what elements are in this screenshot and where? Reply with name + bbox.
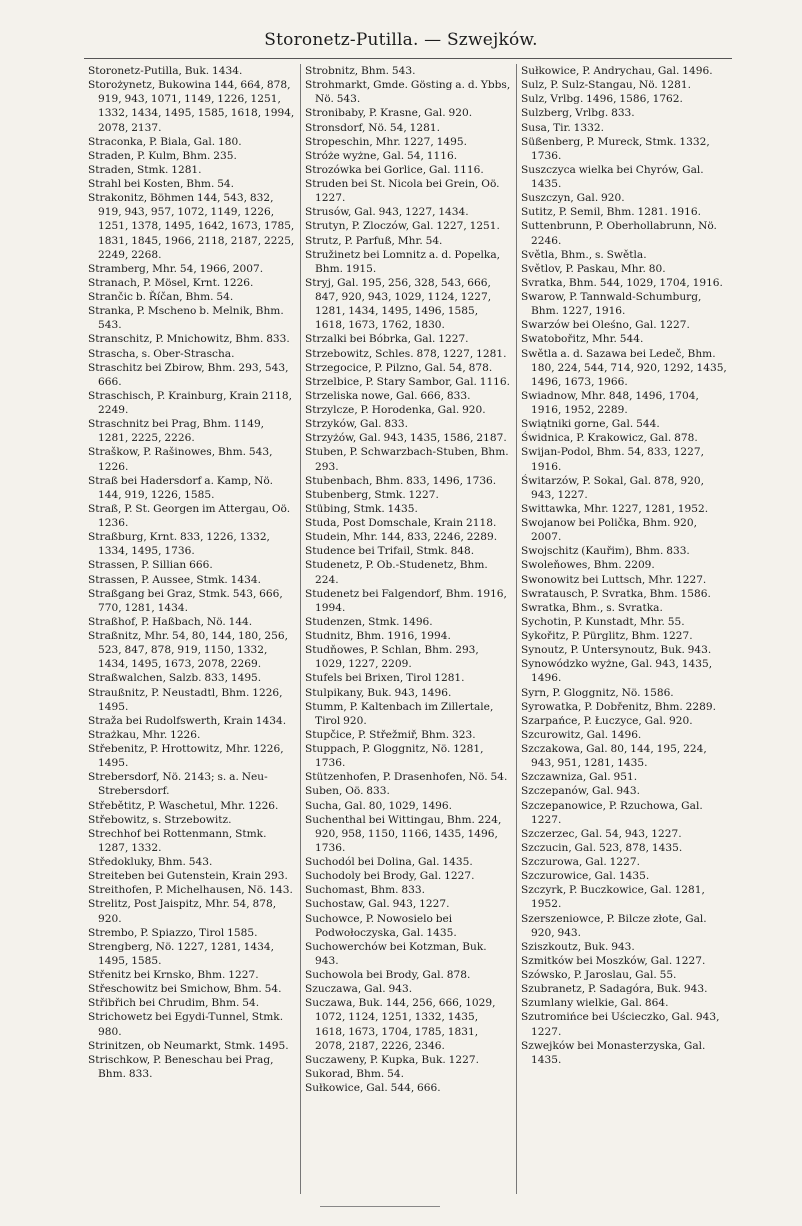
index-entry: Swratka, Bhm., s. Svratka. bbox=[521, 601, 663, 614]
index-entry: Strobnitz, Bhm. 543. bbox=[305, 65, 416, 77]
index-entry: Susa, Tir. 1332. bbox=[521, 121, 604, 134]
index-entry: Syrn, P. Gloggnitz, Nö. 1586. bbox=[521, 686, 674, 699]
index-entry: Střebenitz, P. Hrottowitz, Mhr. 1226, 1495. bbox=[88, 743, 284, 770]
index-entry: Stulpikany, Buk. 943, 1496. bbox=[305, 686, 452, 699]
index-entry: Straža bei Rudolfswerth, Krain 1434. bbox=[88, 714, 287, 727]
index-entry: Świtarzów, P. Sokal, Gal. 878, 920, 943, 1227. bbox=[521, 474, 705, 501]
index-entry: Szówsko, P. Jaroslau, Gal. 55. bbox=[521, 969, 677, 981]
index-entry: Strutyn, P. Zloczów, Gal. 1227, 1251. bbox=[305, 220, 500, 233]
index-entry: Straßhof, P. Haßbach, Nö. 144. bbox=[88, 615, 253, 628]
index-entry: Suchenthal bei Wittingau, Bhm. 224, 920, 958, 1150, 1166, 1435, 1496, 1736. bbox=[305, 813, 502, 854]
index-entry: Sucha, Gal. 80, 1029, 1496. bbox=[305, 799, 453, 812]
index-entry: Strzyków, Gal. 833. bbox=[305, 418, 408, 431]
index-entry: Szczyrk, P. Buczkowice, Gal. 1281, 1952. bbox=[521, 884, 705, 911]
index-entry: Stryj, Gal. 195, 256, 328, 543, 666, 847, 920, 943, 1029, 1124, 1227, 1281, 1434, 1495, 1496, 1585, 1618, 1673, 1762, 1830. bbox=[305, 276, 492, 332]
index-entry: Strascha, s. Ober-Strascha. bbox=[88, 347, 235, 360]
page-title: Storonetz-Putilla. — Szwejków. bbox=[264, 30, 538, 50]
index-entry: Stružinetz bei Lomnitz a. d. Popelka, Bhm. 1915. bbox=[305, 248, 501, 275]
index-entry: Storożynetz, Bukowina 144, 664, 878, 919, 943, 1071, 1149, 1226, 1251, 1332, 1434, 1495, 1585, 1618, 1994, 2078, 2137. bbox=[88, 79, 295, 134]
index-entry: Suczaweny, P. Kupka, Buk. 1227. bbox=[305, 1053, 479, 1066]
index-entry: Sziszkoutz, Buk. 943. bbox=[521, 940, 635, 953]
footer-rule bbox=[320, 1206, 440, 1207]
index-entry: Szerszeniowce, P. Bilcze złote, Gal. 920, 943. bbox=[521, 912, 707, 939]
index-entry: Střebětitz, P. Waschetul, Mhr. 1226. bbox=[88, 799, 279, 812]
index-entry: Stróże wyżne, Gal. 54, 1116. bbox=[305, 149, 458, 162]
index-entry: Světlov, P. Paskau, Mhr. 80. bbox=[521, 262, 666, 275]
index-entry: Studenetz bei Falgendorf, Bhm. 1916, 1994. bbox=[305, 587, 507, 614]
index-entry: Swatobořitz, Mhr. 544. bbox=[521, 333, 644, 346]
index-entry: Strzegocice, P. Pilzno, Gal. 54, 878. bbox=[305, 361, 493, 374]
index-entry: Středokluky, Bhm. 543. bbox=[88, 856, 213, 868]
index-entry: Szczawniza, Gal. 951. bbox=[521, 771, 638, 784]
index-entry: Suchowerchów bei Kotzman, Buk. 943. bbox=[305, 940, 487, 967]
index-entry: Syrowatka, P. Dobřenitz, Bhm. 2289. bbox=[521, 700, 716, 713]
index-entry: Strinitzen, ob Neumarkt, Stmk. 1495. bbox=[88, 1039, 289, 1052]
index-entry: Szczepanowice, P. Rzuchowa, Gal. 1227. bbox=[521, 799, 703, 826]
index-entry: Swarzów bei Oleśno, Gal. 1227. bbox=[521, 319, 690, 332]
index-entry: Sulz, P. Sulz-Stangau, Nö. 1281. bbox=[521, 79, 691, 92]
index-entry: Stufels bei Brixen, Tirol 1281. bbox=[305, 672, 465, 685]
index-entry: Swittawka, Mhr. 1227, 1281, 1952. bbox=[521, 502, 709, 515]
index-entry: Süßenberg, P. Mureck, Stmk. 1332, 1736. bbox=[521, 135, 710, 162]
index-entry: Sykořitz, P. Pürglitz, Bhm. 1227. bbox=[521, 630, 693, 642]
index-entry: Strzelbice, P. Stary Sambor, Gal. 1116. bbox=[305, 375, 511, 388]
index-entry: Szczerzec, Gal. 54, 943, 1227. bbox=[521, 827, 682, 840]
index-entry: Synoutz, P. Untersynoutz, Buk. 943. bbox=[521, 644, 712, 657]
index-entry: Stropeschin, Mhr. 1227, 1495. bbox=[305, 135, 467, 148]
index-entry: Střenitz bei Krnsko, Bhm. 1227. bbox=[88, 969, 259, 981]
column-right bbox=[516, 64, 732, 1194]
column-middle bbox=[300, 64, 516, 1194]
index-entry: Stubenberg, Stmk. 1227. bbox=[305, 488, 439, 501]
index-entry: Straß bei Hadersdorf a. Kamp, Nö. 144, 919, 1226, 1585. bbox=[88, 474, 273, 501]
index-entry: Suben, Oö. 833. bbox=[305, 785, 390, 798]
index-entry: Szuczawa, Gal. 943. bbox=[305, 983, 413, 996]
index-entry: Strahl bei Kosten, Bhm. 54. bbox=[88, 178, 235, 190]
column-left bbox=[84, 64, 300, 1194]
index-entry: Studnitz, Bhm. 1916, 1994. bbox=[305, 630, 451, 642]
index-entry: Stübing, Stmk. 1435. bbox=[305, 502, 418, 515]
index-entry: Sułkowice, P. Andrychau, Gal. 1496. bbox=[521, 65, 713, 77]
index-entry: Strengberg, Nö. 1227, 1281, 1434, 1495, 1585. bbox=[88, 940, 274, 967]
index-entry: Straßburg, Krnt. 833, 1226, 1332, 1334, 1495, 1736. bbox=[88, 531, 270, 558]
index-entry: Strohmarkt, Gmde. Gösting a. d. Ybbs, Nö. 543. bbox=[305, 79, 511, 106]
index-entry: Szarpańce, P. Łuczyce, Gal. 920. bbox=[521, 714, 693, 727]
index-entry: Strzylcze, P. Horodenka, Gal. 920. bbox=[305, 404, 486, 416]
index-entry: Stützenhofen, P. Drasenhofen, Nö. 54. bbox=[305, 771, 508, 784]
index-entry: Suczawa, Buk. 144, 256, 666, 1029, 1072, 1124, 1251, 1332, 1435, 1618, 1673, 1704, 1785, 1831, 2078, 2187, 2226, 2346. bbox=[305, 997, 496, 1052]
index-entry: Suchodól bei Dolina, Gal. 1435. bbox=[305, 856, 473, 868]
index-entry: Stubenbach, Bhm. 833, 1496, 1736. bbox=[305, 474, 497, 487]
index-entry: Suchowce, P. Nowosielo bei Podwołoczyska, Gal. 1435. bbox=[305, 912, 457, 939]
index-entry: Swoleňowes, Bhm. 2209. bbox=[521, 559, 655, 572]
index-entry: Střeschowitz bei Smichow, Bhm. 54. bbox=[88, 983, 282, 996]
index-entry: Szmitków bei Moszków, Gal. 1227. bbox=[521, 954, 706, 967]
index-entry: Sutitz, P. Semil, Bhm. 1281. 1916. bbox=[521, 206, 702, 219]
index-entry: Szumlany wielkie, Gal. 864. bbox=[521, 997, 669, 1010]
index-entry: Studňowes, P. Schlan, Bhm. 293, 1029, 1227, 2209. bbox=[305, 644, 479, 671]
index-entry: Strakonitz, Böhmen 144, 543, 832, 919, 943, 957, 1072, 1149, 1226, 1251, 1378, 1495, 1642, 1673, 1785, 1831, 1845, 1966, 2118, 2187, 2225, 2249, 2268. bbox=[88, 192, 295, 261]
index-entry: Straden, P. Kulm, Bhm. 235. bbox=[88, 149, 237, 162]
index-entry: Stuppach, P. Gloggnitz, Nö. 1281, 1736. bbox=[305, 743, 484, 770]
index-entry: Swijan-Podol, Bhm. 54, 833, 1227, 1916. bbox=[521, 446, 704, 473]
index-entry: Szutromińce bei Uścieczko, Gal. 943, 1227. bbox=[521, 1011, 720, 1038]
index-entry: Studence bei Trifail, Stmk. 848. bbox=[305, 545, 475, 558]
index-entry: Strutz, P. Parfuß, Mhr. 54. bbox=[305, 234, 443, 247]
index-entry: Swětla a. d. Sazawa bei Ledeč, Bhm. 180, 224, 544, 714, 920, 1292, 1435, 1496, 1673, 1966. bbox=[521, 347, 727, 388]
index-entry: Strozówka bei Gorlice, Gal. 1116. bbox=[305, 163, 484, 176]
index-entry: Strebersdorf, Nö. 2143; s. a. Neu-Strebersdorf. bbox=[88, 771, 268, 798]
index-entry: Szczakowa, Gal. 80, 144, 195, 224, 943, 951, 1281, 1435. bbox=[521, 743, 707, 770]
index-entry: Strischkow, P. Beneschau bei Prag, Bhm. 833. bbox=[88, 1053, 274, 1080]
index-entry: Struden bei St. Nicola bei Grein, Oö. 1227. bbox=[305, 178, 500, 205]
index-entry: Strzyżów, Gal. 943, 1435, 1586, 2187. bbox=[305, 432, 507, 445]
index-entry: Stronsdorf, Nö. 54, 1281. bbox=[305, 121, 440, 134]
index-entry: Szubranetz, P. Sadagóra, Buk. 943. bbox=[521, 983, 708, 996]
index-entry: Světla, Bhm., s. Swětla. bbox=[521, 248, 647, 261]
index-entry: Studenzen, Stmk. 1496. bbox=[305, 615, 433, 628]
header-rule bbox=[84, 58, 732, 59]
index-entry: Strażkau, Mhr. 1226. bbox=[88, 728, 201, 741]
index-entry: Swiadnow, Mhr. 848, 1496, 1704, 1916, 1952, 2289. bbox=[521, 389, 699, 416]
index-entry: Straschnitz bei Prag, Bhm. 1149, 1281, 2225, 2226. bbox=[88, 418, 265, 445]
index-entry: Straß, P. St. Georgen im Attergau, Oö. 1236. bbox=[88, 502, 291, 529]
index-entry: Suchomast, Bhm. 833. bbox=[305, 884, 425, 897]
index-entry: Swarow, P. Tannwald-Schumburg, Bhm. 1227, 1916. bbox=[521, 291, 702, 318]
index-entry: Suchostaw, Gal. 943, 1227. bbox=[305, 898, 450, 911]
index-entry: Streithofen, P. Michelhausen, Nö. 143. bbox=[88, 884, 293, 897]
index-entry: Straßwalchen, Salzb. 833, 1495. bbox=[88, 672, 262, 685]
index-entry: Strusów, Gal. 943, 1227, 1434. bbox=[305, 206, 469, 219]
index-entry: Szczepanów, Gal. 943. bbox=[521, 785, 640, 798]
index-entry: Swojanow bei Polička, Bhm. 920, 2007. bbox=[521, 517, 697, 544]
index-entry: Szczurowice, Gal. 1435. bbox=[521, 870, 650, 883]
index-entry: Sychotin, P. Kunstadt, Mhr. 55. bbox=[521, 615, 685, 628]
index-entry: Straßnitz, Mhr. 54, 80, 144, 180, 256, 523, 847, 878, 919, 1150, 1332, 1434, 1495, 1673, 2078, 2269. bbox=[88, 630, 288, 671]
index-entry: Strelitz, Post Jaispitz, Mhr. 54, 878, 920. bbox=[88, 898, 277, 925]
index-entry: Sukorad, Bhm. 54. bbox=[305, 1067, 405, 1080]
index-entry: Sulz, Vrlbg. 1496, 1586, 1762. bbox=[521, 93, 683, 106]
index-entry: Stuben, P. Schwarzbach-Stuben, Bhm. 293. bbox=[305, 446, 509, 473]
index-entry: Strzalki bei Bóbrka, Gal. 1227. bbox=[305, 333, 469, 346]
index-entry: Streiteben bei Gutenstein, Krain 293. bbox=[88, 870, 288, 883]
index-entry: Stupčice, P. Střežmiř, Bhm. 323. bbox=[305, 728, 476, 741]
index-entry: Stramberg, Mhr. 54, 1966, 2007. bbox=[88, 262, 264, 275]
index-entry: Stranschitz, P. Mnichowitz, Bhm. 833. bbox=[88, 333, 290, 346]
index-entry: Sułkowice, Gal. 544, 666. bbox=[305, 1082, 441, 1094]
index-entry: Szczucin, Gal. 523, 878, 1435. bbox=[521, 841, 683, 854]
index-entry: Suszczyn, Gal. 920. bbox=[521, 192, 625, 205]
index-entry: Střebowitz, s. Strzebowitz. bbox=[88, 813, 232, 826]
index-entry: Střibřich bei Chrudim, Bhm. 54. bbox=[88, 997, 260, 1010]
index-entry: Szczurowa, Gal. 1227. bbox=[521, 856, 640, 868]
index-entry: Straškow, P. Rašinowes, Bhm. 543, 1226. bbox=[88, 446, 273, 473]
index-entry: Stranka, P. Mscheno b. Melnik, Bhm. 543. bbox=[88, 305, 284, 332]
index-entry: Strichowetz bei Egydi-Tunnel, Stmk. 980. bbox=[88, 1011, 284, 1038]
index-entry: Strembo, P. Spiazzo, Tirol 1585. bbox=[88, 926, 258, 939]
index-entry: Studein, Mhr. 144, 833, 2246, 2289. bbox=[305, 531, 498, 544]
index-entry: Strančic b. Říčan, Bhm. 54. bbox=[88, 291, 234, 303]
index-entry: Synowódzko wyżne, Gal. 943, 1435, 1496. bbox=[521, 658, 713, 685]
index-entry: Svratka, Bhm. 544, 1029, 1704, 1916. bbox=[521, 276, 723, 289]
index-entry: Suttenbrunn, P. Oberhollabrunn, Nö. 2246. bbox=[521, 220, 717, 247]
index-entry: Straschisch, P. Krainburg, Krain 2118, 2249. bbox=[88, 389, 293, 416]
index-entry: Swiątniki gorne, Gal. 544. bbox=[521, 418, 660, 431]
index-entry: Suchowola bei Brody, Gal. 878. bbox=[305, 969, 471, 981]
index-entry: Straschitz bei Zbirow, Bhm. 293, 543, 666. bbox=[88, 361, 289, 388]
index-entry: Strzebowitz, Schles. 878, 1227, 1281. bbox=[305, 347, 507, 360]
index-entry: Straußnitz, P. Neustadtl, Bhm. 1226, 1495. bbox=[88, 686, 283, 713]
index-entry: Storonetz-Putilla, Buk. 1434. bbox=[88, 65, 243, 77]
index-entry: Stranach, P. Mösel, Krnt. 1226. bbox=[88, 276, 254, 289]
index-entry: Swojschitz (Kauřim), Bhm. 833. bbox=[521, 545, 690, 558]
index-entry: Strechhof bei Rottenmann, Stmk. 1287, 1332. bbox=[88, 827, 267, 854]
gazetteer-columns bbox=[84, 64, 732, 1194]
index-entry: Strassen, P. Aussee, Stmk. 1434. bbox=[88, 573, 261, 586]
index-entry: Sulzberg, Vrlbg. 833. bbox=[521, 107, 635, 120]
index-entry: Straconka, P. Biala, Gal. 180. bbox=[88, 135, 242, 148]
index-entry: Studenetz, P. Ob.-Studenetz, Bhm. 224. bbox=[305, 559, 488, 586]
index-entry: Suchodoly bei Brody, Gal. 1227. bbox=[305, 870, 475, 883]
index-entry: Stronibaby, P. Krasne, Gal. 920. bbox=[305, 107, 473, 120]
index-entry: Suszczyca wielka bei Chyrów, Gal. 1435. bbox=[521, 163, 704, 190]
index-entry: Swratausch, P. Svratka, Bhm. 1586. bbox=[521, 587, 711, 600]
index-entry: Swonowitz bei Luttsch, Mhr. 1227. bbox=[521, 573, 707, 586]
index-entry: Szcurowitz, Gal. 1496. bbox=[521, 728, 642, 741]
index-entry: Straßgang bei Graz, Stmk. 543, 666, 770, 1281, 1434. bbox=[88, 587, 283, 614]
index-entry: Strassen, P. Sillian 666. bbox=[88, 559, 213, 572]
index-entry: Stumm, P. Kaltenbach im Zillertale, Tirol 920. bbox=[305, 700, 494, 727]
index-entry: Straden, Stmk. 1281. bbox=[88, 163, 202, 176]
index-entry: Szwejków bei Monasterzyska, Gal. 1435. bbox=[521, 1039, 706, 1066]
index-entry: Strzeliska nowe, Gal. 666, 833. bbox=[305, 389, 471, 402]
index-entry: Świdnica, P. Krakowicz, Gal. 878. bbox=[521, 432, 698, 445]
index-entry: Studa, Post Domschale, Krain 2118. bbox=[305, 517, 497, 529]
